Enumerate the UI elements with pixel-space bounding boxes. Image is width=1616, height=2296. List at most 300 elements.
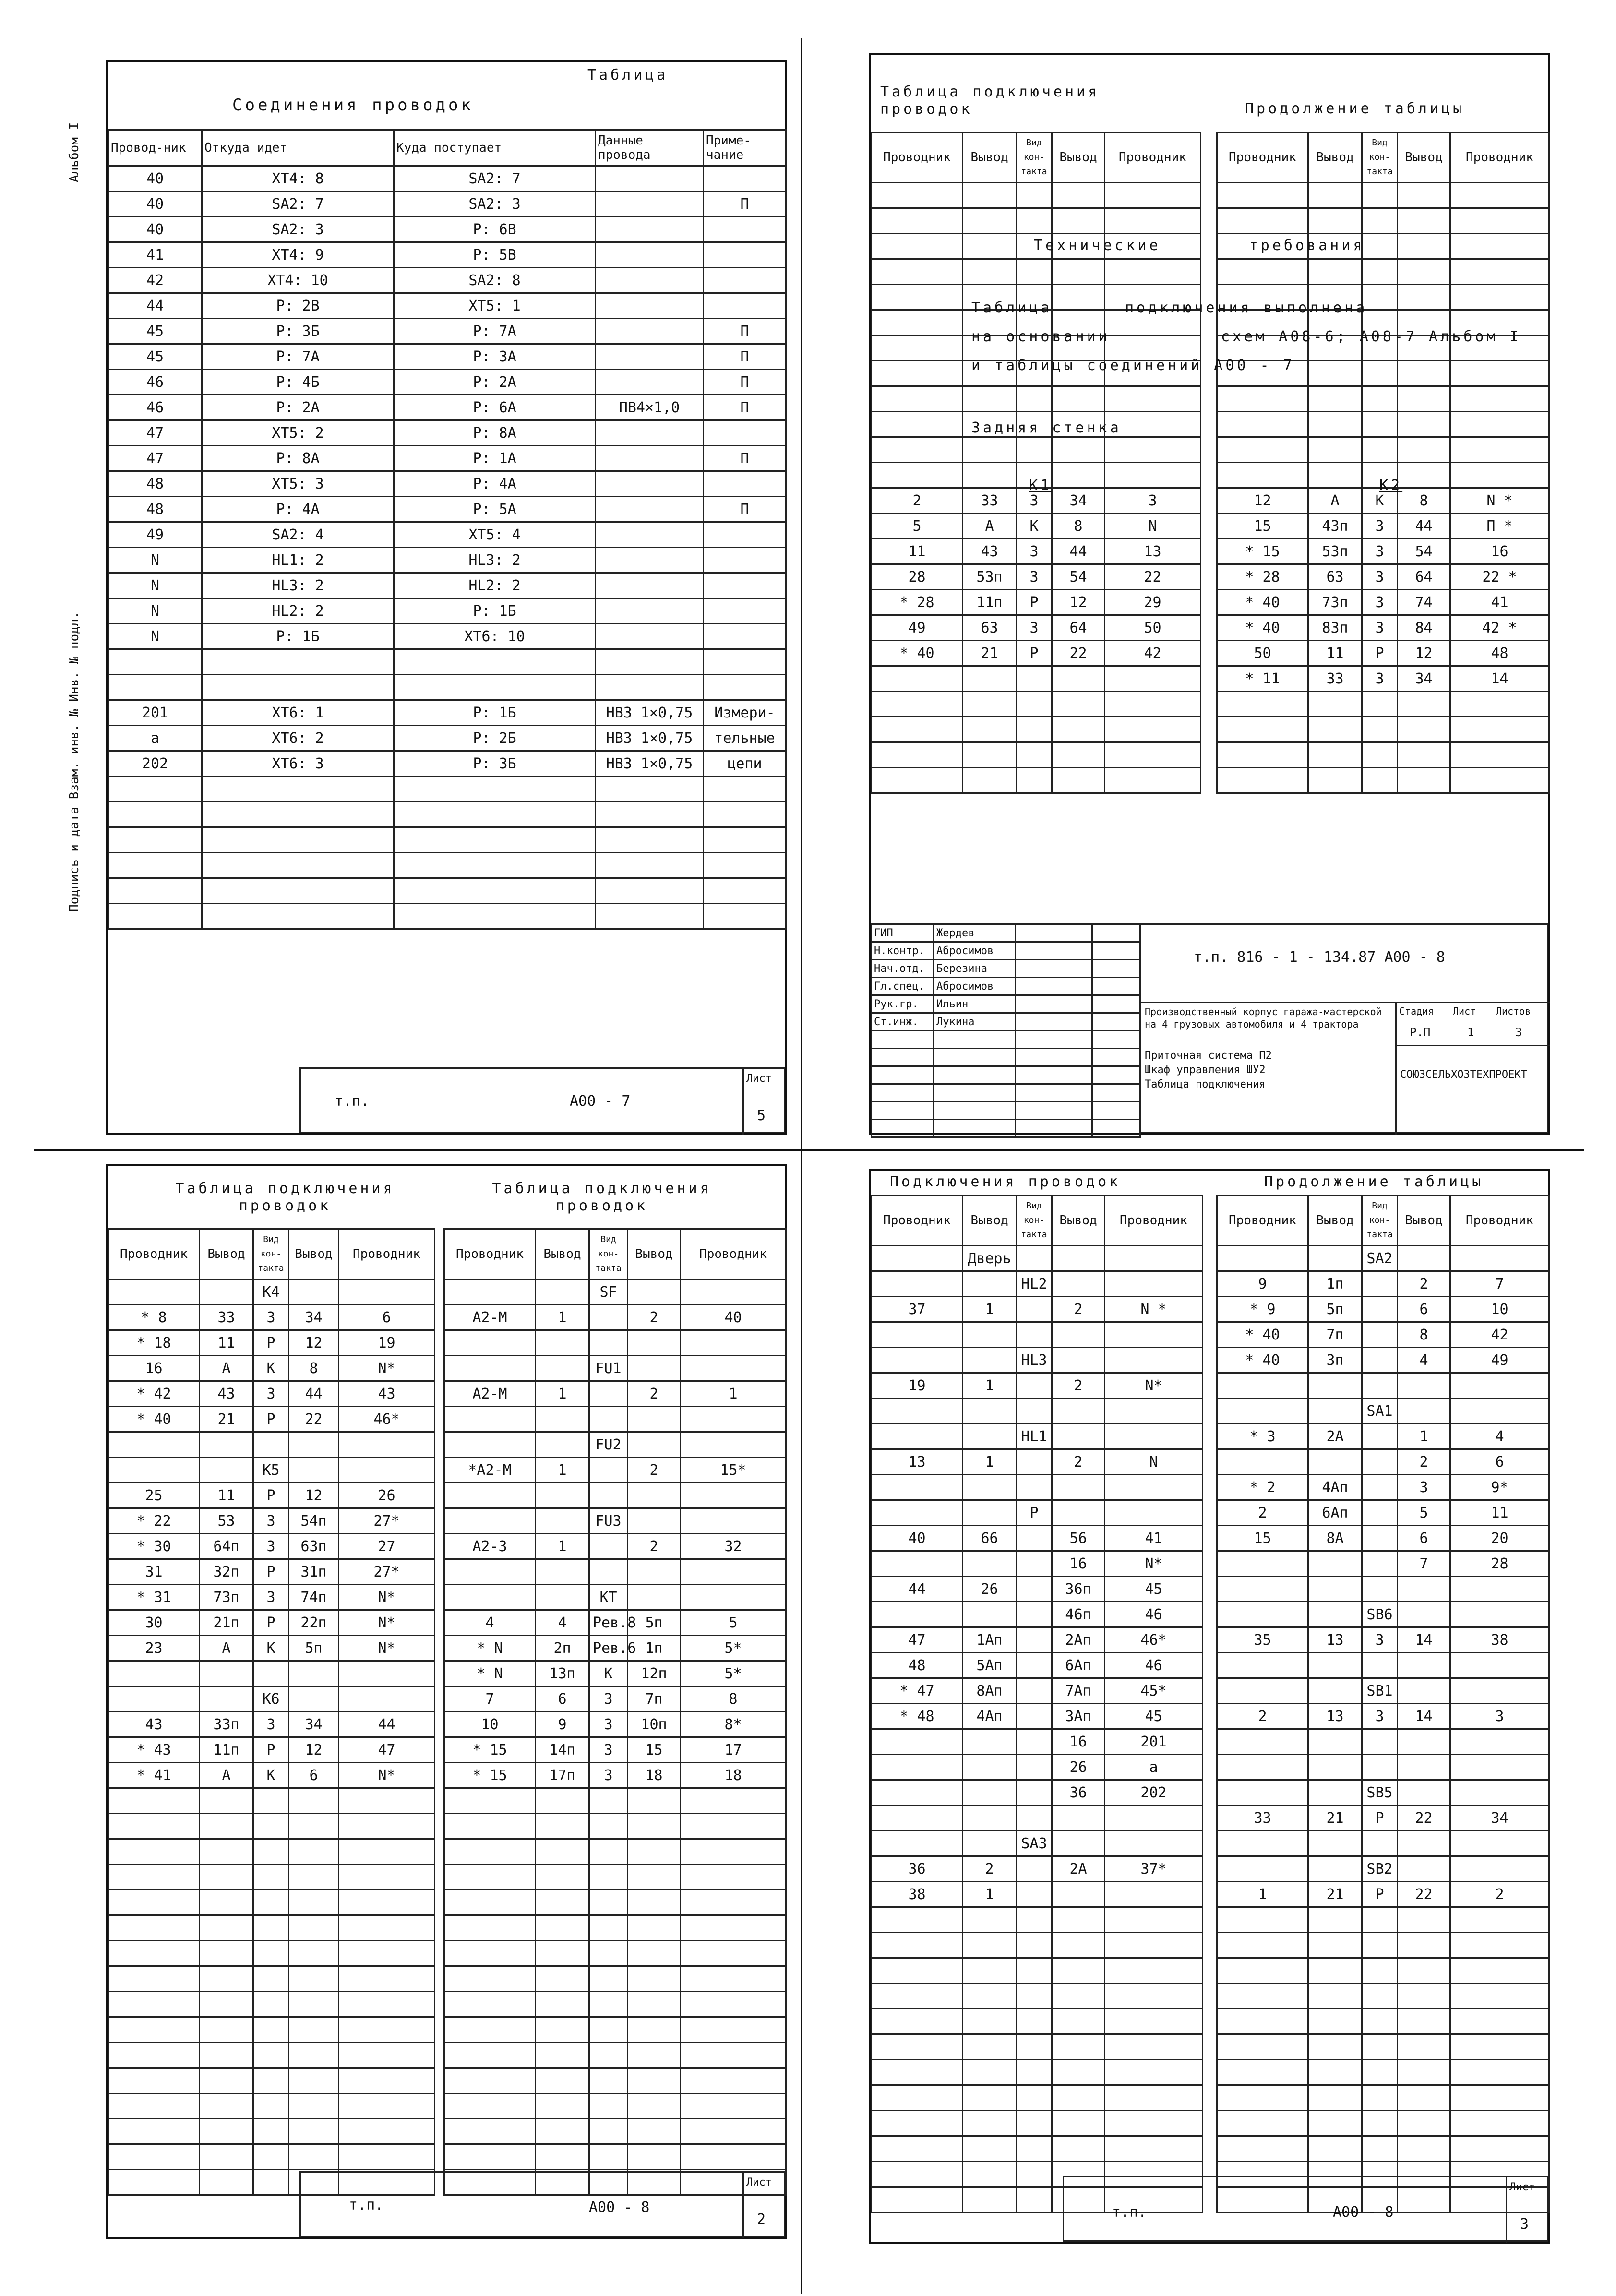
table-cell: SB5 [1362, 1780, 1398, 1806]
title-left: Таблица подключения проводок [175, 1180, 395, 1214]
table-cell [444, 2093, 536, 2119]
table-cell: P [253, 1407, 289, 1432]
table-cell: 2 [628, 1458, 681, 1483]
table-cell [1308, 1678, 1362, 1704]
table-cell: 45* [1105, 1678, 1203, 1704]
table-cell: 17 [681, 1737, 786, 1763]
table-row [108, 1865, 435, 1890]
table-row [1217, 768, 1549, 793]
table-cell: P: 3A [394, 344, 596, 370]
table-cell [681, 1356, 786, 1381]
signature-cell [1092, 995, 1140, 1013]
table-cell: N [1105, 1449, 1203, 1475]
table-cell [1362, 2111, 1398, 2136]
table-cell [1450, 2034, 1549, 2060]
table-cell [1308, 742, 1362, 768]
table-row [872, 1933, 1203, 1958]
table-cell: 28 [872, 564, 963, 590]
table-cell: 36 [872, 1856, 963, 1882]
signature-cell [934, 1120, 1016, 1137]
table-cell: 41 [1450, 590, 1549, 615]
table-cell [444, 2017, 536, 2043]
table-cell: P [253, 1483, 289, 1508]
table-cell: 8 [1398, 1322, 1450, 1348]
col-header: Вид кон-такта [253, 1229, 289, 1280]
table-cell: 8A [1308, 1526, 1362, 1551]
table-cell [536, 1585, 589, 1610]
table-row [872, 2136, 1203, 2162]
table-cell: 3 [1362, 666, 1398, 692]
table-cell [1052, 2034, 1105, 2060]
table-cell: SA2: 3 [394, 191, 596, 217]
table-cell [596, 573, 704, 598]
table-cell [1398, 768, 1450, 793]
table-cell [1450, 2009, 1549, 2034]
table-cell [108, 2119, 200, 2144]
connection-table-right [1216, 132, 1550, 794]
table-cell: 13п [536, 1661, 589, 1686]
table-cell [596, 268, 704, 293]
title-block-signatures [871, 923, 1141, 1138]
table-cell [289, 1458, 339, 1483]
signature-cell [872, 1031, 934, 1049]
table-cell [1052, 1271, 1105, 1297]
table-row [1217, 1831, 1549, 1856]
table-cell: * 9 [1217, 1297, 1308, 1322]
table-cell [596, 598, 704, 624]
table-cell: 3Aп [1052, 1704, 1105, 1729]
table-cell [1217, 1984, 1308, 2009]
table-row [1217, 1577, 1549, 1602]
table-row [444, 1865, 786, 1890]
table-row [872, 1704, 1203, 1729]
table-cell [202, 853, 394, 878]
table-cell [1450, 412, 1549, 437]
table-cell [1362, 2136, 1398, 2162]
table-cell: 40 [108, 217, 202, 242]
title-block-system: Приточная система П2 [1145, 1050, 1272, 1062]
table-row [108, 777, 786, 802]
table-cell [289, 2043, 339, 2068]
title-left: Подключения проводок [890, 1173, 1121, 1190]
table-cell [289, 1661, 339, 1686]
sheet-connection-table-3 [869, 1169, 1550, 2244]
table-cell [1217, 2009, 1308, 2034]
table-cell [1362, 1475, 1398, 1500]
table-cell: 30 [108, 1610, 200, 1636]
signature-row [872, 924, 1140, 942]
table-cell [1362, 1729, 1398, 1755]
table-row [108, 1381, 435, 1407]
connection-table-left [108, 1228, 435, 2196]
table-cell: * 2 [1217, 1475, 1308, 1500]
table-row [444, 1992, 786, 2017]
table-cell: * 8 [108, 1305, 200, 1330]
table-cell [253, 1865, 289, 1890]
table-cell [589, 1483, 628, 1508]
table-cell [1052, 1348, 1105, 1373]
table-cell [963, 1475, 1017, 1500]
table-cell: 3 [1017, 564, 1052, 590]
table-cell [289, 1788, 339, 1814]
table-row [108, 1763, 435, 1788]
table-cell [339, 2017, 435, 2043]
signature-row [872, 1013, 1140, 1031]
table-cell [1308, 1856, 1362, 1882]
table-cell [628, 2144, 681, 2170]
table-cell [963, 437, 1017, 463]
table-row [1217, 1627, 1549, 1653]
table-cell [200, 1865, 253, 1890]
table-cell [589, 2043, 628, 2068]
table-cell [1308, 1551, 1362, 1577]
table-cell: SB2 [1362, 1856, 1398, 1882]
table-cell: 46 [108, 370, 202, 395]
table-cell [200, 1966, 253, 1992]
table-cell [872, 1399, 963, 1424]
signature-cell [872, 1102, 934, 1120]
table-row [1217, 615, 1549, 641]
table-row [444, 2144, 786, 2170]
table-cell: 9 [536, 1712, 589, 1737]
table-cell [596, 802, 704, 827]
table-cell [536, 2017, 589, 2043]
table-cell [872, 463, 963, 488]
table-row [1217, 2034, 1549, 2060]
table-cell: K [253, 1763, 289, 1788]
table-cell: * 30 [108, 1534, 200, 1559]
table-cell: P: 4Б [202, 370, 394, 395]
table-row [108, 1483, 435, 1508]
col-header: Вид кон-такта [1362, 1196, 1398, 1246]
table-cell [1308, 2111, 1362, 2136]
table-cell [872, 2187, 963, 2212]
table-cell [200, 1890, 253, 1915]
table-row [444, 1330, 786, 1356]
table-cell [704, 166, 786, 191]
table-cell: 45 [108, 344, 202, 370]
col-header: Вид кон-такта [1017, 132, 1052, 183]
table-cell: 19 [872, 1373, 963, 1399]
table-cell: 6 [1450, 1449, 1549, 1475]
table-cell [1398, 1653, 1450, 1678]
table-cell: 1 [536, 1458, 589, 1483]
table-cell: 23 [108, 1636, 200, 1661]
table-row [872, 692, 1201, 717]
table-cell [1105, 2111, 1203, 2136]
col-header: Вывод [1308, 132, 1362, 183]
title-left: Таблица подключения проводок [880, 84, 1100, 118]
table-cell: P [1362, 1806, 1398, 1831]
table-cell: 13 [872, 1449, 963, 1475]
table-cell [628, 1865, 681, 1890]
table-cell [1398, 361, 1450, 386]
tech-line-2b: схем А08-6; А08-7 Альбом I [1221, 328, 1521, 345]
table-cell: P: 7A [202, 344, 394, 370]
table-cell: 25 [108, 1483, 200, 1508]
table-cell: 63 [1308, 564, 1362, 590]
table-cell [963, 1424, 1017, 1449]
table-cell: 1 [963, 1297, 1017, 1322]
table-cell [872, 1602, 963, 1627]
signature-cell [1092, 942, 1140, 960]
table-cell: 50 [1217, 641, 1308, 666]
table-cell [589, 1839, 628, 1865]
table-cell [963, 259, 1017, 285]
table-cell [1105, 1322, 1203, 1348]
table-row [444, 2119, 786, 2144]
table-cell: 8 [1052, 514, 1105, 539]
table-row [1217, 666, 1549, 692]
table-cell [1017, 208, 1052, 234]
table-cell [339, 1915, 435, 1941]
table-cell [1450, 742, 1549, 768]
table-cell [1398, 2136, 1450, 2162]
table-cell [1450, 1958, 1549, 1984]
table-cell: 22 [289, 1407, 339, 1432]
table-cell [704, 548, 786, 573]
table-row [872, 2009, 1203, 2034]
table-cell [1398, 1933, 1450, 1958]
table-cell: SA2 [1362, 1246, 1398, 1271]
table-cell [1052, 1882, 1105, 1907]
table-cell [1450, 768, 1549, 793]
table-cell [339, 2043, 435, 2068]
table-cell: 2 [1052, 1373, 1105, 1399]
signature-cell [1016, 1066, 1092, 1084]
table-cell [1450, 1831, 1549, 1856]
table-cell: HL1: 2 [202, 548, 394, 573]
table-cell [1308, 1780, 1362, 1806]
table-cell [289, 1915, 339, 1941]
table-cell [596, 497, 704, 522]
table-cell [596, 548, 704, 573]
table-cell [1017, 1984, 1052, 2009]
table-cell: 12 [1398, 641, 1450, 666]
table-cell: XT4: 10 [202, 268, 394, 293]
table-cell [202, 878, 394, 904]
table-cell [681, 1839, 786, 1865]
table-cell: SA2: 7 [394, 166, 596, 191]
table-cell [1105, 463, 1201, 488]
table-cell [872, 183, 963, 208]
table-cell: 201 [1105, 1729, 1203, 1755]
table-cell [1398, 1958, 1450, 1984]
table-cell [1450, 2085, 1549, 2111]
table-cell [704, 802, 786, 827]
table-cell: 27 [339, 1534, 435, 1559]
table-cell: 12 [1052, 590, 1105, 615]
connection-table-left [871, 1195, 1203, 2213]
table-row [1217, 1373, 1549, 1399]
table-cell [1217, 1907, 1308, 1933]
table-cell: A [200, 1356, 253, 1381]
table-cell [1017, 742, 1052, 768]
table-cell: 9* [1450, 1475, 1549, 1500]
table-row [872, 1500, 1203, 1526]
table-row [444, 1356, 786, 1381]
table-cell [1362, 259, 1398, 285]
signature-cell: Гл.спец. [872, 978, 934, 995]
table-cell [1217, 1933, 1308, 1958]
table-cell: 46 [1105, 1602, 1203, 1627]
table-cell: 4Aп [1308, 1475, 1362, 1500]
connection-table-right [1216, 1195, 1550, 2213]
table-cell [1450, 463, 1549, 488]
table-cell: 1 [963, 1882, 1017, 1907]
table-cell [872, 1424, 963, 1449]
table-cell: 54 [1052, 564, 1105, 590]
table-cell [1105, 1424, 1203, 1449]
table-cell [1362, 1958, 1398, 1984]
table-cell [289, 1839, 339, 1865]
table-cell [1362, 1297, 1398, 1322]
table-cell [872, 1475, 963, 1500]
table-cell [1217, 1755, 1308, 1780]
table-cell: SA2: 4 [202, 522, 394, 548]
table-cell: * 40 [872, 641, 963, 666]
table-cell [1398, 2009, 1450, 2034]
table-cell [589, 1788, 628, 1814]
table-cell: N [108, 548, 202, 573]
table-cell: 47 [108, 420, 202, 446]
table-cell: 2Aп [1052, 1627, 1105, 1653]
table-cell: 6 [536, 1686, 589, 1712]
table-cell: 15 [1217, 514, 1308, 539]
table-cell [589, 1992, 628, 2017]
table-cell: N* [339, 1356, 435, 1381]
table-cell: 13 [1105, 539, 1201, 564]
table-cell: N* [339, 1763, 435, 1788]
table-cell [681, 1865, 786, 1890]
table-cell [1217, 1399, 1308, 1424]
signature-cell [872, 1084, 934, 1102]
table-cell [108, 1839, 200, 1865]
table-cell [1017, 1526, 1052, 1551]
table-word: Таблица [587, 67, 669, 84]
table-cell [1308, 1984, 1362, 2009]
table-cell [1308, 1653, 1362, 1678]
table-cell: 43 [108, 1712, 200, 1737]
table-row [872, 1806, 1203, 1831]
table-cell: * 40 [1217, 1348, 1308, 1373]
table-cell: 1п [628, 1636, 681, 1661]
table-cell [1362, 2009, 1398, 2034]
table-cell [1362, 742, 1398, 768]
title-block-subname: Таблица подключения [1145, 1078, 1266, 1090]
table-row [1217, 692, 1549, 717]
col-header: Проводник [1105, 1196, 1203, 1246]
table-row [108, 522, 786, 548]
table-cell: * 48 [872, 1704, 963, 1729]
table-cell: P: 2A [202, 395, 394, 420]
col-header: Данные провода [596, 130, 704, 166]
table-cell [1308, 463, 1362, 488]
table-cell [596, 370, 704, 395]
table-cell [1398, 2060, 1450, 2085]
table-cell [1362, 234, 1398, 259]
table-row [108, 1686, 435, 1712]
table-cell [1052, 386, 1105, 412]
table-cell [963, 1500, 1017, 1526]
signature-row [872, 1102, 1140, 1120]
table-row [108, 191, 786, 217]
signature-cell [934, 1031, 1016, 1049]
table-cell: цепи [704, 751, 786, 777]
table-cell [596, 293, 704, 319]
table-cell: 3 [1362, 564, 1398, 590]
table-cell: P: 4A [394, 471, 596, 497]
table-cell [1308, 2136, 1362, 2162]
table-cell: HL1 [1017, 1424, 1052, 1449]
table-cell [872, 386, 963, 412]
signature-row [872, 1066, 1140, 1084]
table-cell: 3 [1362, 615, 1398, 641]
table-cell [200, 1432, 253, 1458]
table-cell [1362, 1271, 1398, 1297]
table-cell: 33 [1217, 1806, 1308, 1831]
table-cell [628, 2017, 681, 2043]
table-cell [536, 1483, 589, 1508]
table-cell [1308, 1449, 1362, 1475]
table-cell: K [253, 1636, 289, 1661]
table-cell: K [1362, 488, 1398, 514]
table-cell [108, 2093, 200, 2119]
table-cell [1105, 1882, 1203, 1907]
table-cell [108, 904, 202, 929]
table-row [1217, 1475, 1549, 1500]
table-cell [1362, 1322, 1398, 1348]
table-cell: 31п [289, 1559, 339, 1585]
table-row [108, 497, 786, 522]
table-cell [872, 1500, 963, 1526]
table-row [1217, 539, 1549, 564]
table-cell [1398, 1780, 1450, 1806]
table-cell [1217, 1678, 1308, 1704]
table-row [872, 590, 1201, 615]
table-cell [1052, 2060, 1105, 2085]
table-cell [536, 1890, 589, 1915]
table-cell: 42 [1105, 641, 1201, 666]
table-row [444, 2043, 786, 2068]
table-cell: 2 [872, 488, 963, 514]
table-row [108, 675, 786, 700]
table-row [872, 208, 1201, 234]
table-cell [1052, 2085, 1105, 2111]
table-cell [444, 1814, 536, 1839]
table-cell [108, 2017, 200, 2043]
table-cell: * 43 [108, 1737, 200, 1763]
table-cell [202, 675, 394, 700]
table-cell: 46 [108, 395, 202, 420]
table-cell [1105, 437, 1201, 463]
table-cell [1308, 1602, 1362, 1627]
table-row [108, 2119, 435, 2144]
table-cell [253, 1661, 289, 1686]
table-cell [1052, 1806, 1105, 1831]
table-cell: НВ3 1×0,75 [596, 700, 704, 726]
table-cell [1308, 1729, 1362, 1755]
table-cell: 36п [1052, 1577, 1105, 1602]
signature-cell [1092, 1066, 1140, 1084]
tech-requirements: Технические требования [1034, 237, 1365, 254]
signature-cell [1092, 960, 1140, 978]
table-cell [1450, 285, 1549, 310]
signature-cell: Нач.отд. [872, 960, 934, 978]
table-cell: 32п [200, 1559, 253, 1585]
table-cell [253, 1814, 289, 1839]
table-cell [628, 1559, 681, 1585]
